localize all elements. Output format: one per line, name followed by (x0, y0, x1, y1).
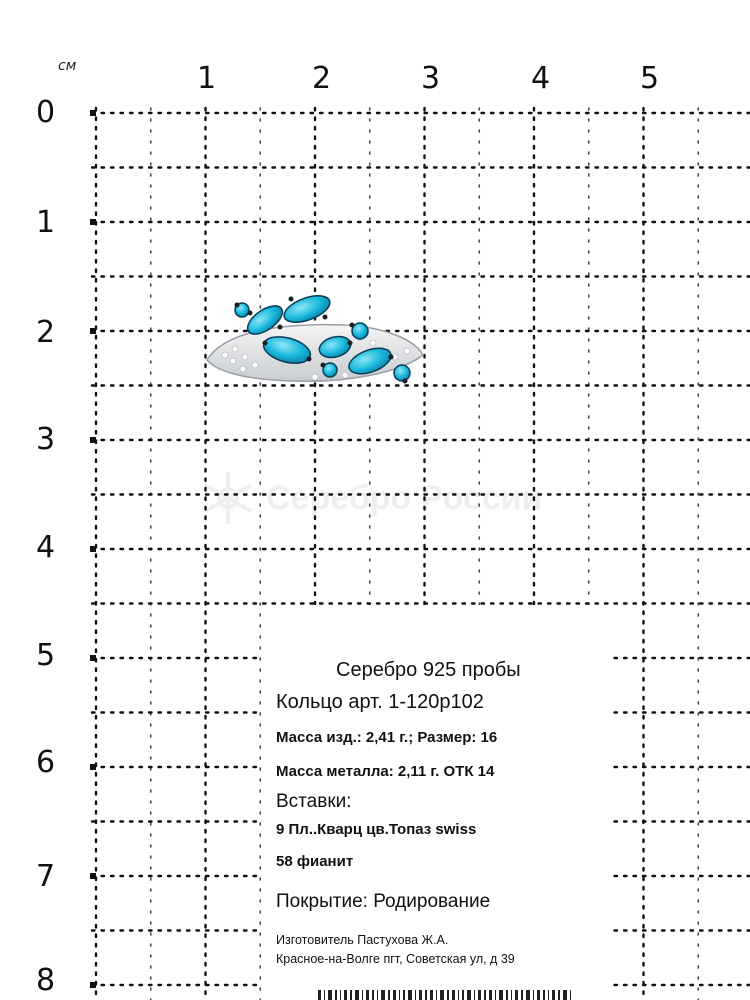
grid-tick (90, 764, 96, 770)
row-number-3: 3 (36, 422, 56, 457)
label-material: Серебро 925 пробы (336, 659, 521, 681)
column-number-1: 1 (197, 61, 217, 96)
grid-tick (90, 873, 96, 879)
unit-label: см (58, 58, 77, 74)
column-number-3: 3 (421, 61, 441, 96)
grid-tick (90, 546, 96, 552)
label-maker: Изготовитель Пастухова Ж.А. (276, 933, 449, 947)
label-metal-weight: Масса металла: 2,11 г. ОТК 14 (276, 763, 495, 780)
row-number-8: 8 (36, 963, 56, 998)
row-number-2: 2 (36, 315, 56, 350)
ring-photo (195, 285, 425, 395)
label-inserts-heading: Вставки: (276, 791, 352, 812)
grid-tick (90, 219, 96, 225)
barcode (318, 990, 571, 1000)
row-number-1: 1 (36, 205, 56, 240)
column-number-5: 5 (640, 61, 660, 96)
label-address: Красное-на-Волге пгт, Советская ул, д 39 (276, 952, 515, 966)
row-number-7: 7 (36, 859, 56, 894)
row-number-6: 6 (36, 745, 56, 780)
snowflake-icon (200, 470, 256, 526)
label-coating: Покрытие: Родирование (276, 891, 491, 912)
grid-tick (90, 328, 96, 334)
watermark (200, 470, 542, 526)
column-number-4: 4 (531, 61, 551, 96)
grid-tick (90, 437, 96, 443)
grid-tick (90, 110, 96, 116)
label-insert-1: 9 Пл..Кварц цв.Топаз swiss (276, 821, 477, 838)
label-weight-size: Масса изд.: 2,41 г.; Размер: 16 (276, 729, 498, 746)
row-number-5: 5 (36, 638, 56, 673)
grid-tick (90, 982, 96, 988)
grid-tick (90, 655, 96, 661)
label-insert-2: 58 фианит (276, 853, 354, 870)
watermark-text: Серебро России (266, 478, 543, 517)
row-number-4: 4 (36, 530, 56, 565)
product-label (262, 605, 610, 1000)
row-number-0: 0 (36, 95, 56, 130)
column-number-2: 2 (312, 61, 332, 96)
label-article: Кольцо арт. 1-120р102 (276, 691, 484, 713)
